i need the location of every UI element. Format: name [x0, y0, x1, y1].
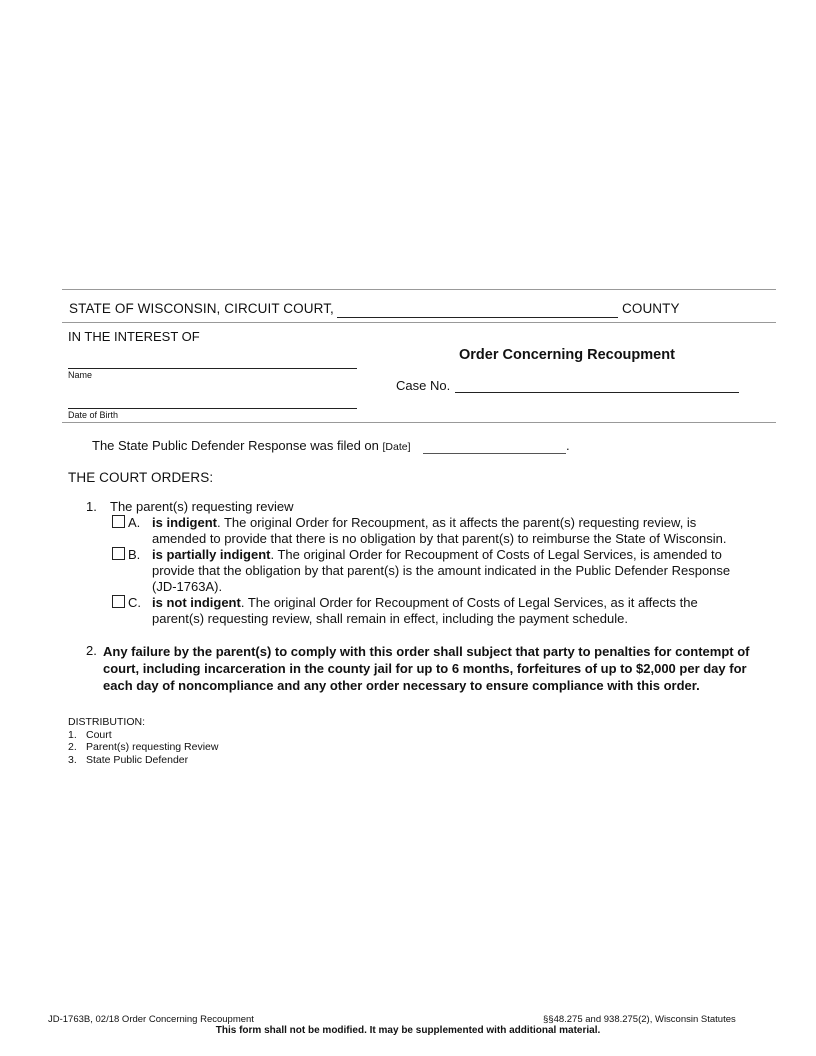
- option-c-desc: . The original Order for Recoupment of Costs of Legal Services, as it affects the parent(s) requesting review, shall remain in effect, including the payment schedule.: [152, 595, 698, 626]
- form-id: JD-1763B, 02/18 Order Concerning Recoupment: [48, 1014, 254, 1025]
- item2-text: Any failure by the parent(s) to comply with this order shall subject that party to penalties for contempt of court, including incarceration in the county jail for up to 6 months, forfeitures of up to $2,000 per day for each day of noncompliance and any other order necessary to ensure compliance with this order.: [103, 644, 750, 693]
- court-orders-heading: THE COURT ORDERS:: [68, 470, 214, 485]
- county-field[interactable]: [337, 317, 618, 318]
- caption-rule: [62, 322, 776, 323]
- option-b-desc: . The original Order for Recoupment of Costs of Legal Services, is amended to provide that the obligation by that parent(s) is the amount indicated in the Public Defender Response (JD-1763A).: [152, 547, 731, 594]
- option-a-text: [152, 515, 752, 547]
- dob-label: Date of Birth: [68, 410, 119, 420]
- interest-of-label: IN THE INTEREST OF: [68, 329, 200, 344]
- name-field[interactable]: [68, 368, 357, 369]
- date-label: [Date]: [382, 441, 411, 453]
- option-a-desc: . The original Order for Recoupment, as it affects the parent(s) requesting review, is amended to provide that there is no obligation by that parent(s) to reimburse the State of Wisconsin.: [152, 515, 727, 546]
- footer-notice: This form shall not be modified. It may be supplemented with additional material.: [215, 1025, 601, 1036]
- option-a-letter: A.: [128, 515, 141, 530]
- top-rule: [62, 289, 776, 290]
- item1-intro: The parent(s) requesting review: [110, 499, 294, 514]
- distribution: [68, 716, 218, 766]
- response-line: [92, 438, 411, 453]
- option-b-bold: is partially indigent: [152, 547, 271, 562]
- document-title: Order Concerning Recoupment: [459, 347, 675, 363]
- distribution-item: 2. Parent(s) requesting Review: [68, 741, 219, 753]
- case-no-field[interactable]: [455, 392, 739, 393]
- state-court-label: STATE OF WISCONSIN, CIRCUIT COURT,: [69, 301, 334, 316]
- item2-number: 2.: [86, 643, 97, 658]
- option-c-bold: is not indigent: [152, 595, 241, 610]
- statutes: §§48.275 and 938.275(2), Wisconsin Statutes: [543, 1014, 736, 1025]
- option-b-letter: B.: [128, 547, 141, 562]
- option-c-checkbox[interactable]: [112, 595, 141, 611]
- distribution-item: 3. State Public Defender: [68, 753, 189, 766]
- distribution-heading: DISTRIBUTION:: [68, 716, 146, 728]
- caption-bottom-rule: [62, 422, 776, 423]
- option-c-letter: C.: [128, 595, 141, 610]
- distribution-item: 1. Court: [68, 728, 112, 741]
- option-a-checkbox[interactable]: [112, 515, 140, 531]
- option-c-text: [152, 595, 732, 627]
- option-b-checkbox[interactable]: [112, 547, 140, 563]
- response-text: The State Public Defender Response was filed on: [92, 438, 379, 453]
- dob-field[interactable]: [68, 408, 357, 409]
- option-b-text: [152, 547, 752, 595]
- response-date-field[interactable]: [423, 453, 566, 454]
- option-a-bold: is indigent: [152, 515, 217, 530]
- county-label: COUNTY: [622, 301, 680, 316]
- item1-number: 1.: [86, 499, 97, 514]
- case-no-label: Case No.: [396, 378, 451, 393]
- response-end: .: [566, 438, 570, 453]
- name-label: Name: [68, 370, 93, 380]
